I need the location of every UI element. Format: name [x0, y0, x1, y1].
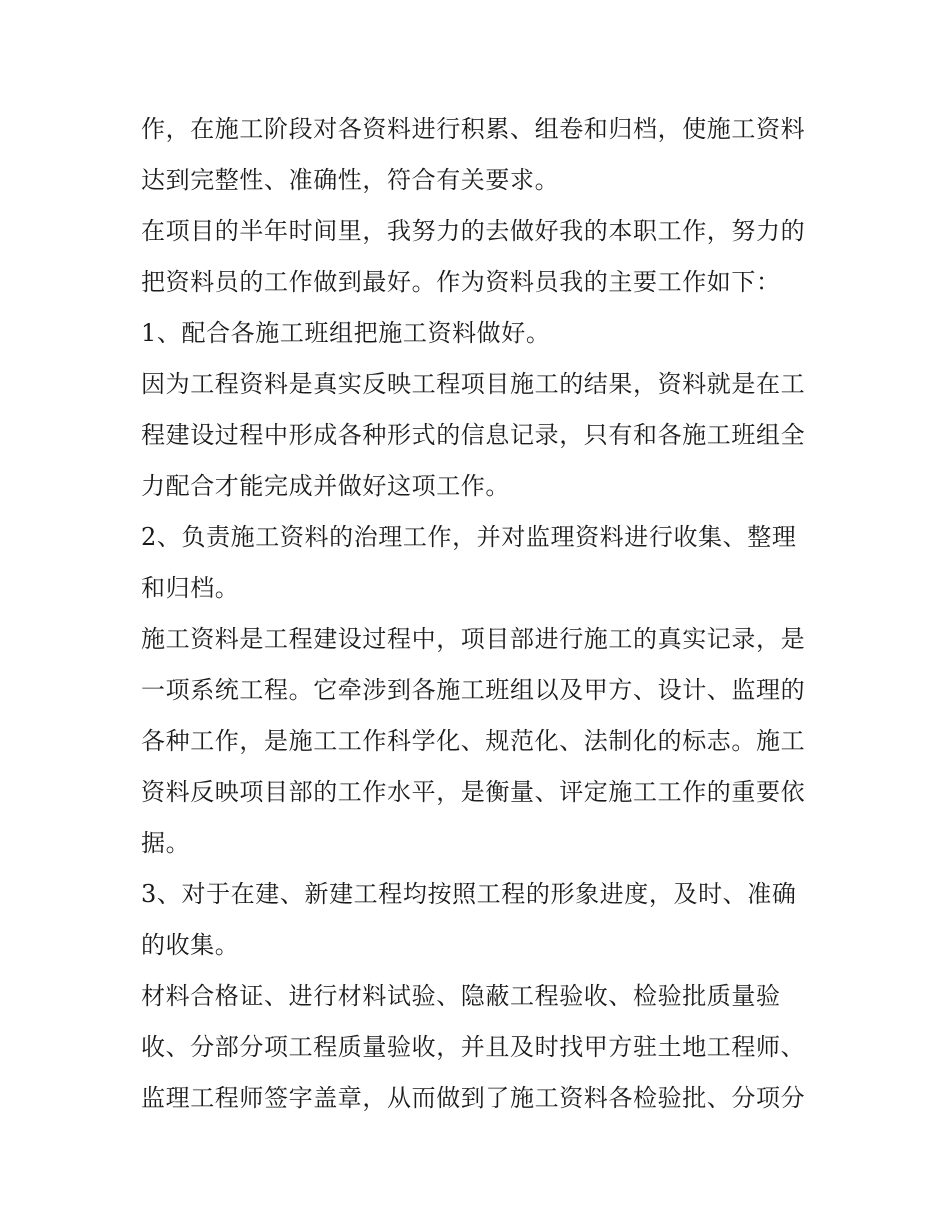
text-line: 因为工程资料是真实反映工程项目施工的结果，资料就是在工	[141, 370, 806, 398]
text-line: 收、分部分项工程质量验收，并且及时找甲方驻土地工程师、	[141, 1033, 806, 1061]
text-line: 力配合才能完成并做好这项工作。	[141, 472, 510, 500]
text-line: 达到完整性、准确性，符合有关要求。	[141, 166, 560, 194]
text-line: 监理工程师签字盖章，从而做到了施工资料各检验批、分项分	[141, 1084, 806, 1112]
text-line: 一项系统工程。它牵涉到各施工班组以及甲方、设计、监理的	[141, 676, 806, 704]
text-line: 作，在施工阶段对各资料进行积累、组卷和归档，使施工资料	[141, 115, 806, 143]
text-line: 资料反映项目部的工作水平，是衡量、评定施工工作的重要依	[141, 778, 806, 806]
text-line: 把资料员的工作做到最好。作为资料员我的主要工作如下：	[141, 268, 781, 296]
text-line: 3、对于在建、新建工程均按照工程的形象进度，及时、准确	[141, 880, 797, 908]
text-line: 和归档。	[141, 574, 240, 602]
text-line: 据。	[141, 829, 191, 857]
text-line: 1、配合各施工班组把施工资料做好。	[141, 319, 551, 347]
text-line: 的收集。	[141, 931, 240, 959]
text-line: 在项目的半年时间里，我努力的去做好我的本职工作，努力的	[141, 217, 806, 245]
text-line: 材料合格证、进行材料试验、隐蔽工程验收、检验批质量验	[141, 982, 781, 1010]
text-line: 各种工作，是施工工作科学化、规范化、法制化的标志。施工	[141, 727, 806, 755]
text-line: 2、负责施工资料的治理工作，并对监理资料进行收集、整理	[141, 523, 797, 551]
document-body	[141, 104, 816, 1124]
text-line: 程建设过程中形成各种形式的信息记录，只有和各施工班组全	[141, 421, 806, 449]
text-line: 施工资料是工程建设过程中，项目部进行施工的真实记录，是	[141, 625, 806, 653]
